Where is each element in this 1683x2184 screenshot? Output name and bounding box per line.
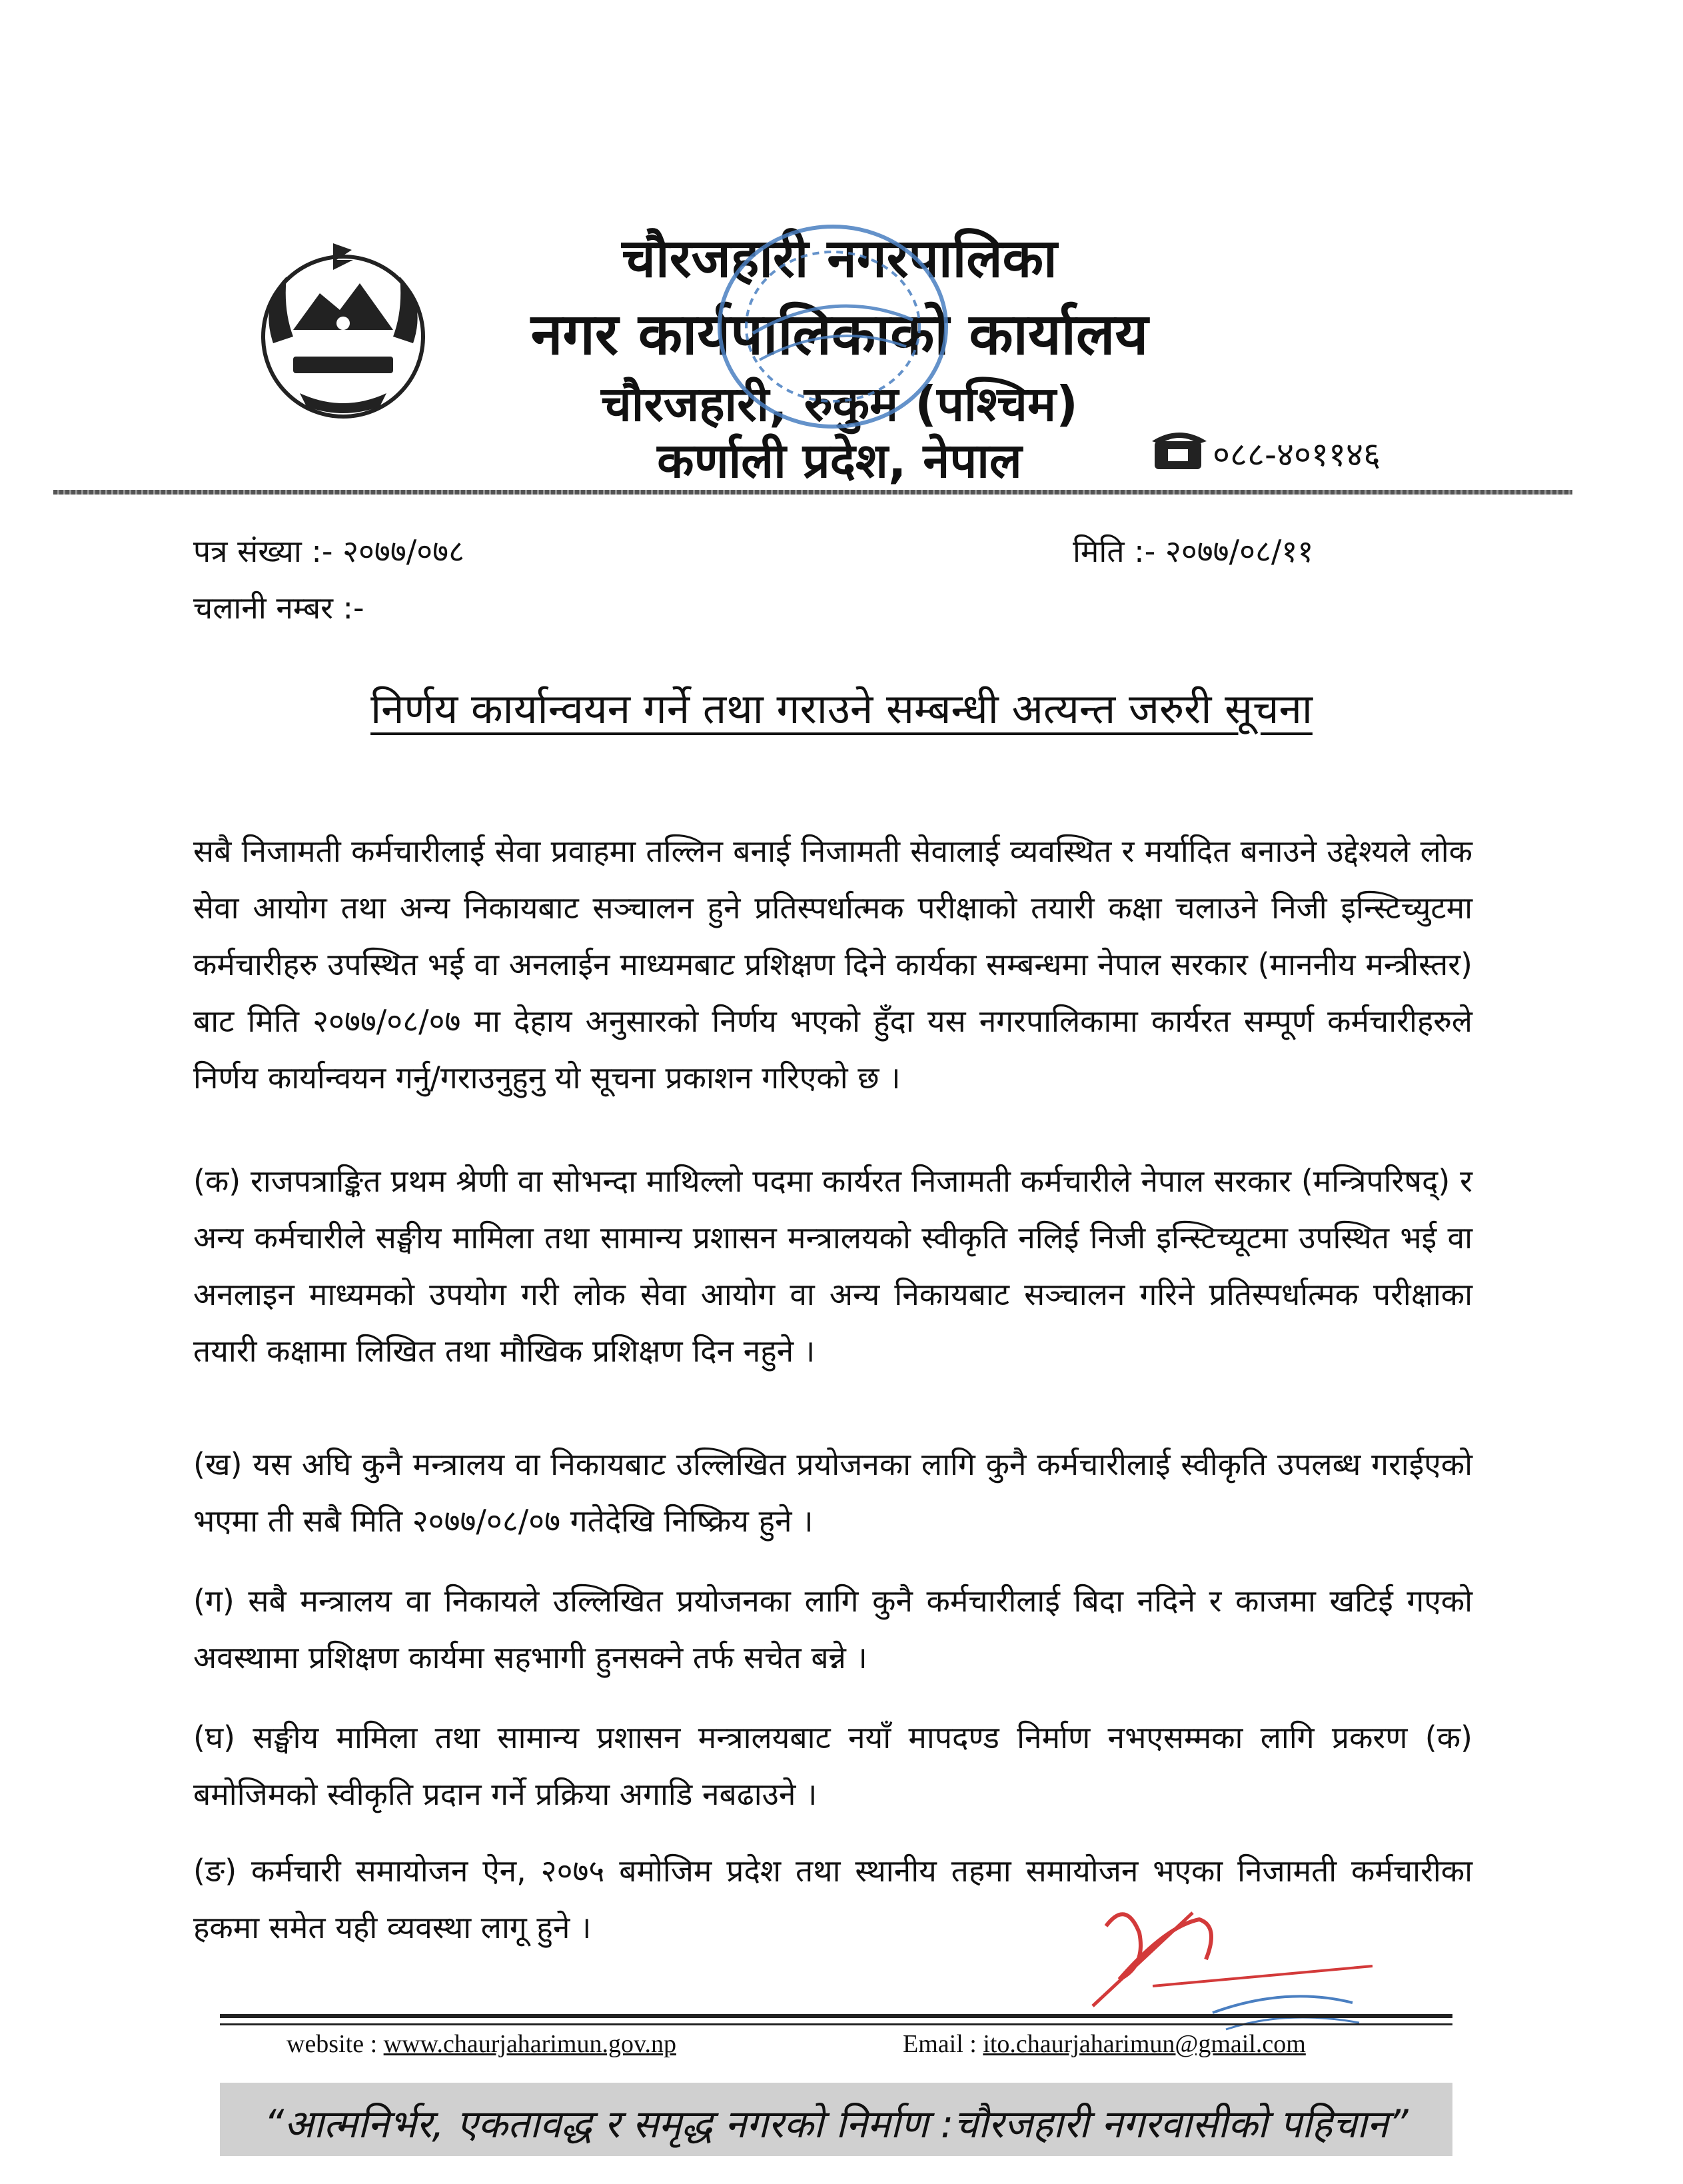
- letter-date: मिति :- २०७७/०८/११: [1073, 533, 1314, 569]
- phone-number: ०८८-४०११४६: [1213, 435, 1381, 474]
- letter-number: पत्र संख्या :- २०७७/०७८: [193, 533, 465, 569]
- office-province: कर्णाली प्रदेश, नेपाल: [657, 433, 1022, 489]
- municipality-name: चौरजहारी नगरपालिका: [622, 227, 1057, 289]
- phone-contact: [1149, 427, 1381, 474]
- notice-title: निर्णय कार्यान्वयन गर्ने तथा गराउने सम्बन्धी अत्यन्त जरुरी सूचना: [370, 684, 1313, 733]
- intro-paragraph: सबै निजामती कर्मचारीलाई सेवा प्रवाहमा तल्लिन बनाई निजामती सेवालाई व्यवस्थित र मर्यादित बनाउने उद्देश्यले लोक सेवा आयोग तथा अन्य निकायबाट सञ्चालन हुने प्रतिस्पर्धात्मक परीक्षाको तयारी कक्षा चलाउने निजी इन्स्टिच्युटमा कर्मचारीहरु उपस्थित भई वा अनलाईन माध्यमबाट प्रशिक्षण दिने कार्यका सम्बन्धमा नेपाल सरकार (माननीय मन्त्रीस्तर) बाट मिति २०७७/०८/०७ मा देहाय अनुसारको निर्णय भएको हुँदा यस नगरपालिकामा कार्यरत सम्पूर्ण कर्मचारीहरुले निर्णय कार्यान्वयन गर्नु/गराउनुहुनु यो सूचना प्रकाशन गरिएको छ ।: [193, 833, 1472, 1096]
- signature-icon: [1066, 1886, 1399, 2033]
- nepal-emblem-icon: [247, 230, 440, 430]
- clause-gha: (घ) सङ्घीय मामिला तथा सामान्य प्रशासन मन्त्रालयबाट नयाँ मापदण्ड निर्माण नभएसम्मका लागि प्रकरण (क) बमोजिमको स्वीकृति प्रदान गर्ने प्रक्रिया अगाडि नबढाउने ।: [193, 1719, 1472, 1812]
- email-label: Email :: [903, 2030, 977, 2058]
- footer-email: [903, 2029, 1306, 2059]
- office-name: नगर कार्यपालिकाको कार्यालय: [530, 301, 1149, 368]
- footer-divider-thin: [220, 2023, 1452, 2025]
- footer-divider: [220, 2014, 1452, 2018]
- municipality-slogan: “आत्मनिर्भर, एकतावद्ध र समृद्ध नगरको निर्माण :चौरजहारी नगरवासीको पहिचान”: [264, 2101, 1408, 2147]
- clause-ga: (ग) सबै मन्त्रालय वा निकायले उल्लिखित प्रयोजनका लागि कुनै कर्मचारीलाई बिदा नदिने र काजमा खटिई गएको अवस्थामा प्रशिक्षण कार्यमा सहभागी हुनसक्ने तर्फ सचेत बन्ने ।: [193, 1583, 1472, 1675]
- telephone-icon: [1149, 427, 1209, 473]
- website-link[interactable]: www.chaurjaharimun.gov.np: [383, 2030, 676, 2058]
- dispatch-number: चलानी नम्बर :-: [193, 590, 364, 626]
- office-stamp-icon: [693, 207, 973, 447]
- footer-website: [286, 2029, 676, 2059]
- office-address: चौरजहारी, रुकुम (पश्चिम): [601, 376, 1078, 432]
- clause-nga: (ङ) कर्मचारी समायोजन ऐन, २०७५ बमोजिम प्रदेश तथा स्थानीय तहमा समायोजन भएका निजामती कर्मचारीका हकमा समेत यही व्यवस्था लागू हुने ।: [193, 1853, 1472, 1945]
- website-label: website :: [286, 2030, 378, 2058]
- clause-ka: (क) राजपत्राङ्कित प्रथम श्रेणी वा सोभन्दा माथिल्लो पदमा कार्यरत निजामती कर्मचारीले नेपाल सरकार (मन्त्रिपरिषद्) र अन्य कर्मचारीले सङ्घीय मामिला तथा सामान्य प्रशासन मन्त्रालयको स्वीकृति नलिई निजी इन्स्टिच्यूटमा उपस्थित भई वा अनलाइन माध्यमको उपयोग गरी लोक सेवा आयोग वा अन्य निकायबाट सञ्चालन गरिने प्रतिस्पर्धात्मक परीक्षाका तयारी कक्षामा लिखित तथा मौखिक प्रशिक्षण दिन नहुने ।: [193, 1163, 1472, 1369]
- clause-kha: (ख) यस अघि कुनै मन्त्रालय वा निकायबाट उल्लिखित प्रयोजनका लागि कुनै कर्मचारीलाई स्वीकृति उपलब्ध गराईएको भएमा ती सबै मिति २०७७/०८/०७ गतेदेखि निष्क्रिय हुने ।: [193, 1446, 1472, 1539]
- header-divider: [53, 490, 1572, 495]
- email-link[interactable]: ito.chaurjaharimun@gmail.com: [983, 2030, 1306, 2058]
